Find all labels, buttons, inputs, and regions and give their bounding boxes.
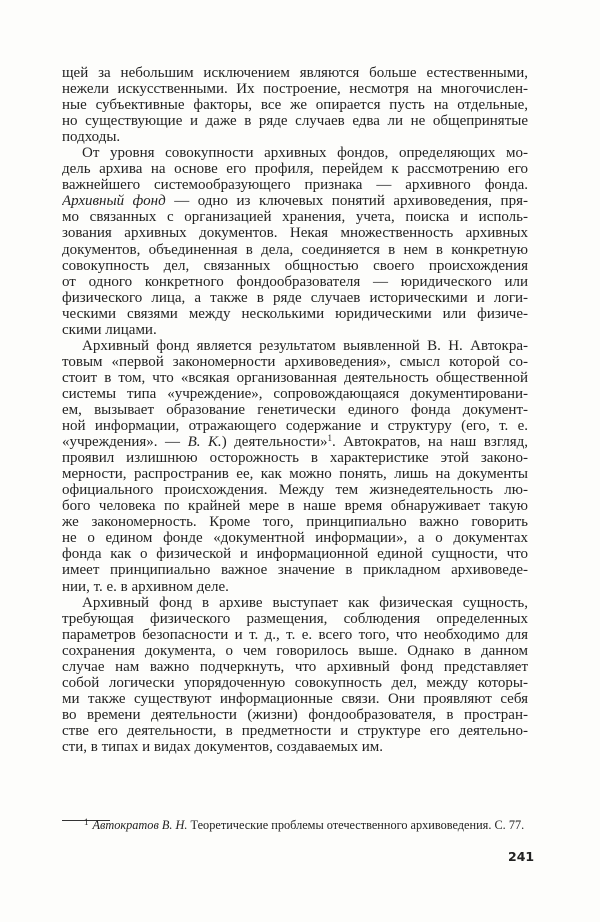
text-line: дель архива на основе его профиля, перейдем к рассмотрению его xyxy=(62,161,528,178)
text-line xyxy=(62,193,528,209)
text-line: во времени деятельности (жизни) фондообразователя, в простран- xyxy=(62,706,528,723)
text-line: нии, т. е. в архивном деле. xyxy=(62,578,229,595)
footnote-text: Теоретические проблемы отечественного архивоведения. С. 77. xyxy=(187,818,525,832)
text-line: зования архивных документов. Некая множественность архивных xyxy=(62,225,528,242)
text-line: официального происхождения. Между тем жизнедеятельность лю- xyxy=(62,482,528,499)
text-line: мо связанных с организацией хранения, учета, поиска и исполь- xyxy=(62,209,528,226)
text-line: имеет принципиально важное значение в прикладном архивоведе- xyxy=(62,562,528,579)
paragraph xyxy=(62,338,528,595)
text-line: ем, вызывает образование генетически единого фонда документ- xyxy=(62,401,528,418)
line-text: «учреждения». — xyxy=(62,434,188,451)
footnote xyxy=(84,818,534,833)
text-line: ной информации, отражающего содержание и структуру (его, т. е. xyxy=(62,418,528,435)
text-line: товым «первой закономерности архивоведения», смысл которой со- xyxy=(62,353,528,370)
text-line: ми также существуют информационные связи. Они проявляют себя xyxy=(62,690,528,707)
text-line: параметров безопасности и т. д., т. е. всего того, что необходимо для xyxy=(62,626,528,643)
text-line: нежели искусственными. Их построение, несмотря на многочислен- xyxy=(62,81,528,98)
text-line: стоит в том, что «всякая организованная деятельность общественной xyxy=(62,369,528,386)
text-line: системы типа «учреждение», сопровождающаяся документировани- xyxy=(62,385,528,402)
paragraph xyxy=(62,65,528,145)
text-line: сохранения документа, о чем говорилось выше. Однако в данном xyxy=(62,642,528,659)
line-text: — одно из ключевых понятий архивоведения, пря- xyxy=(165,193,528,210)
text-line: мерности, распространив ее, как можно понять, лишь на документы xyxy=(62,466,528,483)
text-line: скими лицами. xyxy=(62,321,157,338)
text-line: не о едином фонде «документной информации», а о документах xyxy=(62,530,528,547)
text-line: но существующие и даже в ряде случаев едва ли не общепринятые xyxy=(62,113,528,130)
paragraph xyxy=(62,145,528,338)
text-line: От уровня совокупности архивных фондов, определяющих мо- xyxy=(82,145,528,162)
text-line: подходы. xyxy=(62,129,121,146)
text-line: случае нам важно подчеркнуть, что архивный фонд представляет xyxy=(62,658,528,675)
footnote-ref[interactable]: 1 xyxy=(327,434,333,444)
text-line: от одного конкретного фондообразователя — юридического или xyxy=(62,273,528,290)
text-line: документов, объединенная в дела, соединяется в нем в конкретную xyxy=(62,241,528,258)
page-number: 241 xyxy=(508,849,535,864)
text-line: ческими связями между несколькими юридическими или физиче- xyxy=(62,305,528,322)
line-text: В. К. xyxy=(187,434,222,451)
text-line: совокупность дел, связанных общностью своего происхождения xyxy=(62,257,528,274)
text-line: же закономерность. Кроме того, принципиально важно говорить xyxy=(62,514,528,531)
text-line: бого человека по крайней мере в наше время обнаруживает такую xyxy=(62,498,528,515)
footnote-author: Автократов В. Н. xyxy=(92,818,188,832)
text-line: фонда как о физической и информационной единой сущности, что xyxy=(62,546,528,563)
text-line: Архивный фонд в архиве выступает как физическая сущность, xyxy=(82,594,528,611)
text-line: сти, в типах и видах документов, создаваемых им. xyxy=(62,738,384,755)
body-text xyxy=(62,65,528,755)
text-line: физического лица, а также в ряде случаев историческими и логи- xyxy=(62,289,528,306)
text-line: щей за небольшим исключением являются больше естественными, xyxy=(62,65,528,81)
text-line: Архивный фонд является результатом выявленной В. Н. Автокра- xyxy=(82,337,528,354)
footnote-number: 1 xyxy=(84,817,89,827)
text-line: стве его деятельности, в предметности и структуре его деятельно- xyxy=(62,722,528,739)
paragraph xyxy=(62,595,528,755)
line-text: . Автократов, на наш взгляд, xyxy=(332,434,528,451)
text-line: требующая физического размещения, соблюдения определенных xyxy=(62,610,528,627)
text-line: проявил излишнюю осторожность в характеристике этой законо- xyxy=(62,450,528,467)
italic-term: Архивный фонд xyxy=(62,193,166,210)
text-line xyxy=(62,434,528,450)
text-line: собой логически упорядоченную совокупность дел, между которы- xyxy=(62,674,528,691)
text-line: важнейшего системообразующего признака — архивного фонда. xyxy=(62,177,528,194)
line-text: ) деятельности» xyxy=(221,434,328,451)
text-line: ные субъективные факторы, все же опирается пусть на отдельные, xyxy=(62,97,528,114)
